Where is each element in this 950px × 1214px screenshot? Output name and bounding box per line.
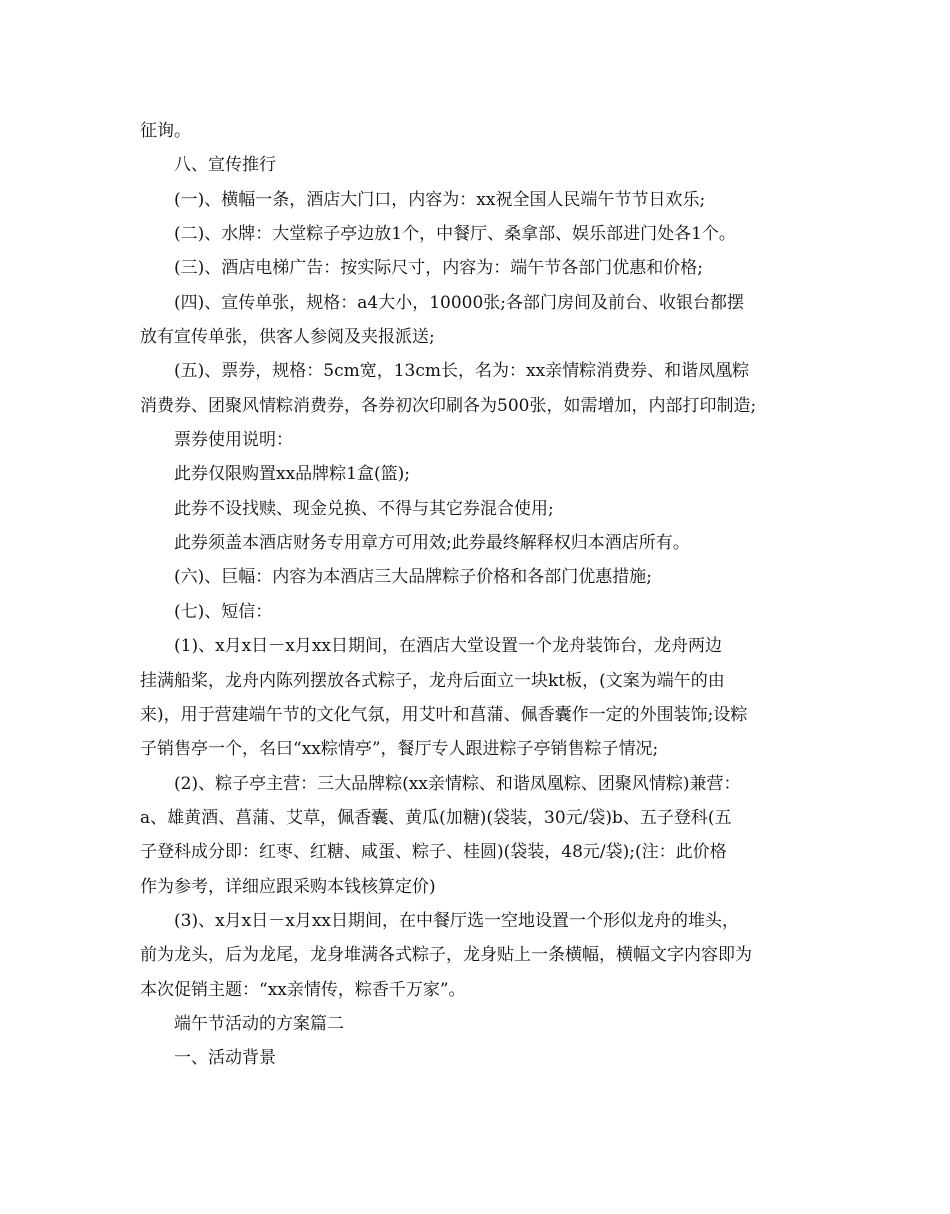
text-line: 票券使用说明： [174, 430, 293, 451]
text-line: (一)、横幅一条，酒店大门口，内容为：xx祝全国人民端午节节日欢乐; [174, 189, 706, 210]
text-line: (五)、票券，规格：5cm宽，13cm长，名为：xx亲情粽消费券、和谐凤凰粽 [174, 361, 750, 382]
text-line: 端午节活动的方案篇二 [174, 1013, 344, 1034]
text-line: 子登科成分即：红枣、红糖、咸蛋、粽子、桂圆)(袋装，48元/袋);(注：此价格 [140, 842, 727, 863]
text-line: 作为参考，详细应跟采购本钱核算定价) [140, 876, 436, 897]
text-line: (1)、x月x日－x月xx日期间，在酒店大堂设置一个龙舟装饰台，龙舟两边 [174, 636, 723, 657]
text-line: 子销售亭一个，名曰“xx粽情亭”，餐厅专人跟进粽子亭销售粽子情况; [140, 739, 659, 760]
text-line: a、雄黄酒、菖蒲、艾草，佩香囊、黄瓜(加糖)(袋装，30元/袋)b、五子登科(五 [140, 807, 732, 828]
document-body [140, 114, 812, 1076]
text-line: (七)、短信： [174, 601, 273, 622]
text-line: 放有宣传单张，供客人参阅及夹报派送; [140, 327, 435, 348]
text-line: (四)、宣传单张，规格：a4大小，10000张;各部门房间及前台、收银台都摆 [174, 292, 745, 313]
text-line: 此券须盖本酒店财务专用章方可用效;此券最终解释权归本酒店所有。 [174, 533, 690, 554]
text-line: (三)、酒店电梯广告：按实际尺寸，内容为：端午节各部门优惠和价格; [174, 258, 703, 279]
text-line: 本次促销主题：“xx亲情传，粽香千万家”。 [140, 979, 466, 1000]
text-line: 来)，用于营建端午节的文化气氛，用艾叶和菖蒲、佩香囊作一定的外围装饰;设粽 [140, 704, 748, 725]
text-line: 一、活动背景 [174, 1048, 276, 1069]
text-line: 挂满船桨，龙舟内陈列摆放各式粽子，龙舟后面立一块kt板，(文案为端午的由 [140, 670, 725, 691]
text-line: 八、宣传推行 [174, 155, 276, 176]
text-line: (二)、水牌：大堂粽子亭边放1个，中餐厅、桑拿部、娱乐部进门处各1个。 [174, 224, 736, 245]
text-line: (2)、粽子亭主营：三大品牌粽(xx亲情粽、和谐凤凰粽、团聚风情粽)兼营： [174, 773, 741, 794]
text-line: (3)、x月x日－x月xx日期间，在中餐厅选一空地设置一个形似龙舟的堆头， [174, 910, 740, 931]
text-line: (六)、巨幅：内容为本酒店三大品牌粽子价格和各部门优惠措施; [174, 567, 652, 588]
text-line: 消费券、团聚风情粽消费券，各券初次印刷各为500张，如需增加，内部打印制造; [140, 395, 757, 416]
text-line: 征询。 [140, 121, 191, 141]
text-line: 前为龙头，后为龙尾，龙身堆满各式粽子，龙身贴上一条横幅，横幅文字内容即为 [140, 945, 752, 966]
text-line: 此券不设找赎、现金兑换、不得与其它券混合使用; [174, 498, 554, 519]
text-line: 此券仅限购置xx品牌粽1盒(篮); [174, 464, 410, 485]
